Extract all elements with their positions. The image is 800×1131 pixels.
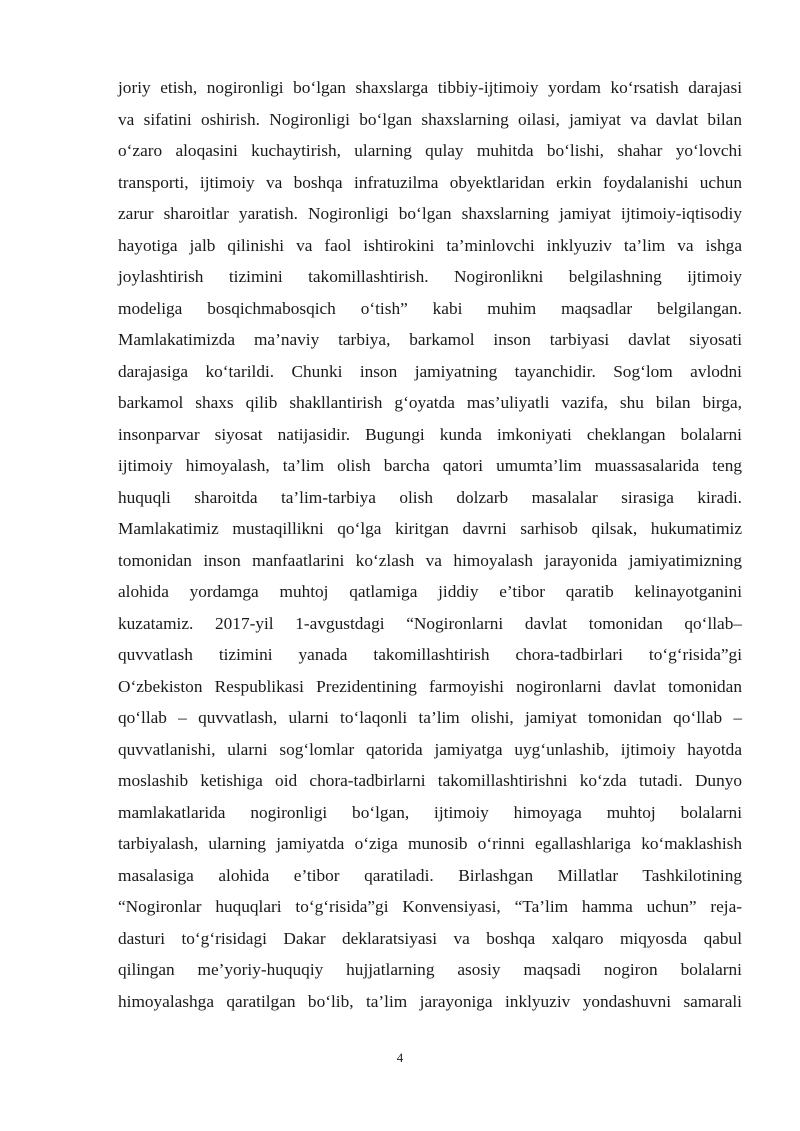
text-line: huquqli sharoitda ta’lim-tarbiya olish dolzarb masalalar sirasiga kiradi. (118, 487, 742, 507)
text-line: Mamlakatimiz mustaqillikni qo‘lga kiritgan davrni sarhisob qilsak, hukumatimiz (118, 519, 742, 538)
text-line: zarur sharoitlar yaratish. Nogironligi bo‘lgan shaxslarning jamiyat ijtimoiy-iqtisodiy (118, 204, 742, 223)
text-line: moslashib ketishiga oid chora-tadbirlarni takomillashtirishni ko‘zda tutadi. Dunyo (118, 771, 742, 790)
body-text (118, 72, 742, 1017)
text-line: mamlakatlarida nogironligi bo‘lgan, ijtimoiy himoyaga muhtoj bolalarni (118, 802, 742, 822)
text-line: quvvatlash tizimini yanada takomillashtirish chora-tadbirlari to‘g‘risida”gi (118, 645, 742, 664)
text-line: qilingan me’yoriy-huquqiy hujjatlarning asosiy maqsadi nogiron bolalarni (118, 960, 742, 979)
text-line: Mamlakatimizda ma’naviy tarbiya, barkamol inson tarbiyasi davlat siyosati (118, 330, 742, 349)
text-line: joriy etish, nogironligi bo‘lgan shaxslarga tibbiy-ijtimoiy yordam ko‘rsatish darajasi (118, 78, 742, 97)
text-line: insonparvar siyosat natijasidir. Bugungi kunda imkoniyati cheklangan bolalarni (118, 424, 742, 444)
text-line: quvvatlanishi, ularni sog‘lomlar qatorida jamiyatga uyg‘unlashib, ijtimoiy hayotda (118, 739, 742, 759)
text-line: tomonidan inson manfaatlarini ko‘zlash va himoyalash jarayonida jamiyatimizning (118, 550, 742, 570)
page-number: 4 (396, 1050, 404, 1065)
text-line: alohida yordamga muhtoj qatlamiga jiddiy e’tibor qaratib kelinayotganini (118, 582, 742, 601)
text-line: “Nogironlar huquqlari to‘g‘risida”gi Konvensiyasi, “Ta’lim hamma uchun” reja- (118, 897, 742, 916)
text-line: himoyalashga qaratilgan bo‘lib, ta’lim jarayoniga inklyuziv yondashuvni samarali (118, 991, 742, 1011)
text-line: O‘zbekiston Respublikasi Prezidentining farmoyishi nogironlarni davlat tomonidan (118, 676, 742, 696)
text-line: joylashtirish tizimini takomillashtirish. Nogironlikni belgilashning ijtimoiy (118, 267, 742, 286)
text-line: o‘zaro aloqasini kuchaytirish, ularning qulay muhitda bo‘lishi, shahar yo‘lovchi (118, 141, 742, 160)
text-line: modeliga bosqichmabosqich o‘tish” kabi muhim maqsadlar belgilangan. (118, 298, 742, 318)
text-line: va sifatini oshirish. Nogironligi bo‘lgan shaxslarning oilasi, jamiyat va davlat bilan (118, 109, 742, 129)
text-line: kuzatamiz. 2017-yil 1-avgustdagi “Nogironlarni davlat tomonidan qo‘llab– (118, 613, 742, 633)
text-line: hayotiga jalb qilinishi va faol ishtirokini ta’minlovchi inklyuziv ta’lim va ishga (118, 235, 742, 255)
text-line: masalasiga alohida e’tibor qaratiladi. Birlashgan Millatlar Tashkilotining (118, 865, 742, 885)
text-line: darajasiga ko‘tarildi. Chunki inson jamiyatning tayanchidir. Sog‘lom avlodni (118, 361, 742, 381)
text-line: transporti, ijtimoiy va boshqa infratuzilma obyektlaridan erkin foydalanishi uchun (118, 172, 742, 192)
text-line: qo‘llab – quvvatlash, ularni to‘laqonli ta’lim olishi, jamiyat tomonidan qo‘llab – (118, 708, 742, 727)
text-line: barkamol shaxs qilib shakllantirish g‘oyatda mas’uliyatli vazifa, shu bilan birga, (118, 393, 742, 412)
text-line: dasturi to‘g‘risidagi Dakar deklaratsiyasi va boshqa xalqaro miqyosda qabul (118, 928, 742, 948)
text-line: ijtimoiy himoyalash, ta’lim olish barcha qatori umumta’lim muassasalarida teng (118, 456, 742, 475)
text-line: tarbiyalash, ularning jamiyatda o‘ziga munosib o‘rinni egallashlariga ko‘maklashish (118, 834, 742, 853)
